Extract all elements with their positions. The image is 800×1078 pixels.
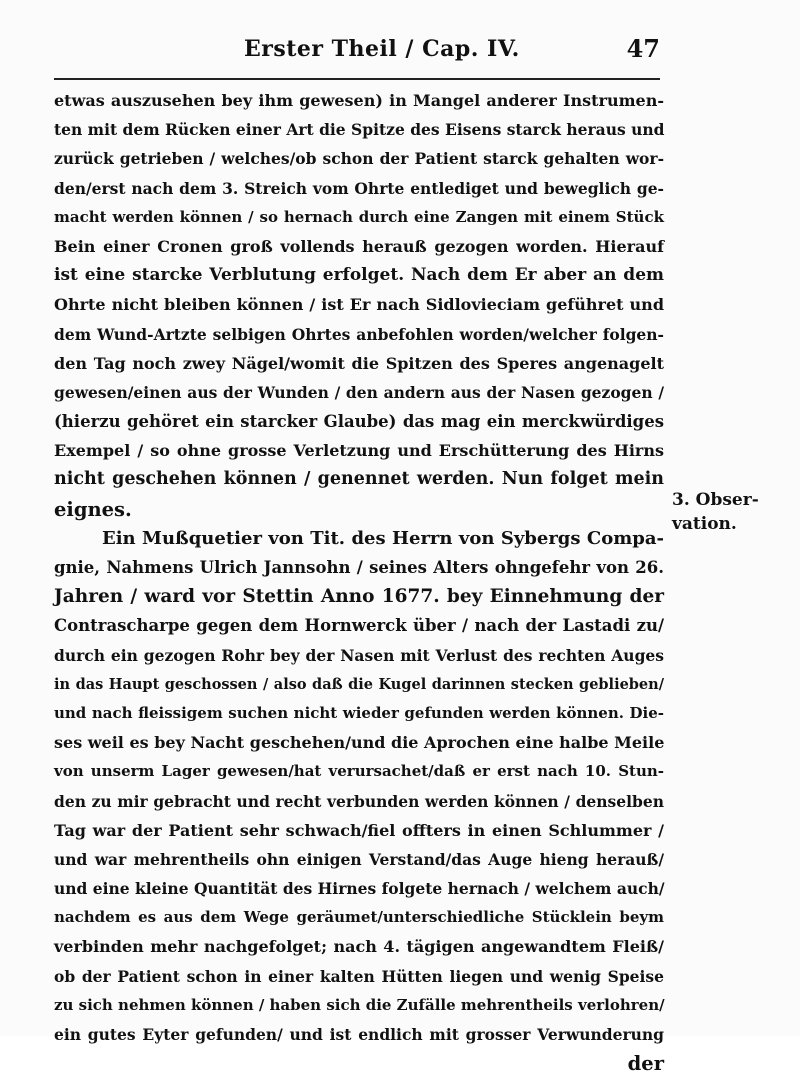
paragraph-start-line: Ein Mußquetier von Tit. des Herrn von Sybergs Compa- xyxy=(102,527,664,549)
text-line: den Tag noch zwey Nägel/womit die Spitzen des Speres angenagelt xyxy=(54,353,664,373)
text-line: ten mit dem Rücken einer Art die Spitze des Eisens starck heraus und xyxy=(54,120,665,140)
text-line: gewesen/einen aus der Wunden / den andern aus der Nasen gezogen / xyxy=(54,382,664,402)
text-line: eignes. xyxy=(54,497,132,521)
text-line: ist eine starcke Verblutung erfolget. Nach dem Er aber an dem xyxy=(54,265,664,286)
text-line: von unserm Lager gewesen/hat verursachet/daß er erst nach 10. Stun- xyxy=(54,762,664,781)
text-line: und eine kleine Quantität des Hirnes folgete hernach / welchem auch/ xyxy=(54,879,665,899)
text-line: ses weil es bey Nacht geschehen/und die Aprochen eine halbe Meile xyxy=(54,733,665,753)
text-line: Bein einer Cronen groß vollends herauß gezogen worden. Hierauf xyxy=(54,236,664,256)
text-line: in das Haupt geschossen / also daß die Kugel darinnen stecken geblieben/ xyxy=(54,675,664,693)
text-line: verbinden mehr nachgefolget; nach 4. tägigen angewandtem Fleiß/ xyxy=(54,937,664,957)
text-line: durch ein gezogen Rohr bey der Nasen mit Verlust des rechten Auges xyxy=(54,645,664,665)
text-line: zurück getrieben / welches/ob schon der Patient starck gehalten wor- xyxy=(54,149,664,169)
text-line: Ohrte nicht bleiben können / ist Er nach Sidlovieciam geführet und xyxy=(54,295,664,315)
text-line: und nach fleissigem suchen nicht wieder gefunden werden können. Die- xyxy=(54,703,664,722)
body-text xyxy=(54,86,664,1078)
text-line: Jahren / ward vor Stettin Anno 1677. bey Einnehmung der xyxy=(54,586,664,608)
text-line: nachdem es aus dem Wege geräumet/unterschiedliche Stücklein beym xyxy=(54,908,664,927)
text-line: den/erst nach dem 3. Streich vom Ohrte entlediget und beweglich ge- xyxy=(54,178,664,198)
text-line: den zu mir gebracht und recht verbunden werden können / denselben xyxy=(54,791,664,811)
page-number: 47 xyxy=(626,34,660,63)
text-line: dem Wund-Artzte selbigen Ohrtes anbefohlen worden/welcher folgen- xyxy=(54,324,664,344)
text-line: etwas auszusehen bey ihm gewesen) in Mangel anderer Instrumen- xyxy=(54,91,664,110)
page-header xyxy=(54,30,660,70)
header-rule xyxy=(54,78,660,80)
text-line: (hierzu gehöret ein starcker Glaube) das mag ein merckwürdiges xyxy=(54,412,664,432)
text-line: Contrascharpe gegen dem Hornwerck über / nach der Lastadi zu/ xyxy=(54,616,664,636)
text-line: ob der Patient schon in einer kalten Hütten liegen und wenig Speise xyxy=(54,966,664,986)
margin-note xyxy=(672,488,782,536)
running-head: Erster Theil / Cap. IV. xyxy=(244,36,520,62)
text-line: Tag war der Patient sehr schwach/fiel offters in einen Schlummer / xyxy=(54,820,664,840)
catchword: der xyxy=(627,1052,664,1076)
margin-note-line: 3. Obser- xyxy=(672,490,759,510)
text-line: nicht geschehen können / genennet werden. Nun folget mein xyxy=(54,469,664,490)
text-line: Exempel / so ohne grosse Verletzung und Erschütterung des Hirns xyxy=(54,441,664,461)
margin-note-line: vation. xyxy=(672,514,737,534)
text-line: und war mehrentheils ohn einigen Verstand/das Auge hieng herauß/ xyxy=(54,849,664,869)
text-line: ein gutes Eyter gefunden/ und ist endlich mit grosser Verwunderung xyxy=(54,1025,664,1044)
text-line: gnie, Nahmens Ulrich Jannsohn / seines Alters ohngefehr von 26. xyxy=(54,558,664,577)
text-line: zu sich nehmen können / haben sich die Zufälle mehrentheils verlohren/ xyxy=(54,995,665,1014)
text-line: macht werden können / so hernach durch eine Zangen mit einem Stück xyxy=(54,207,664,226)
